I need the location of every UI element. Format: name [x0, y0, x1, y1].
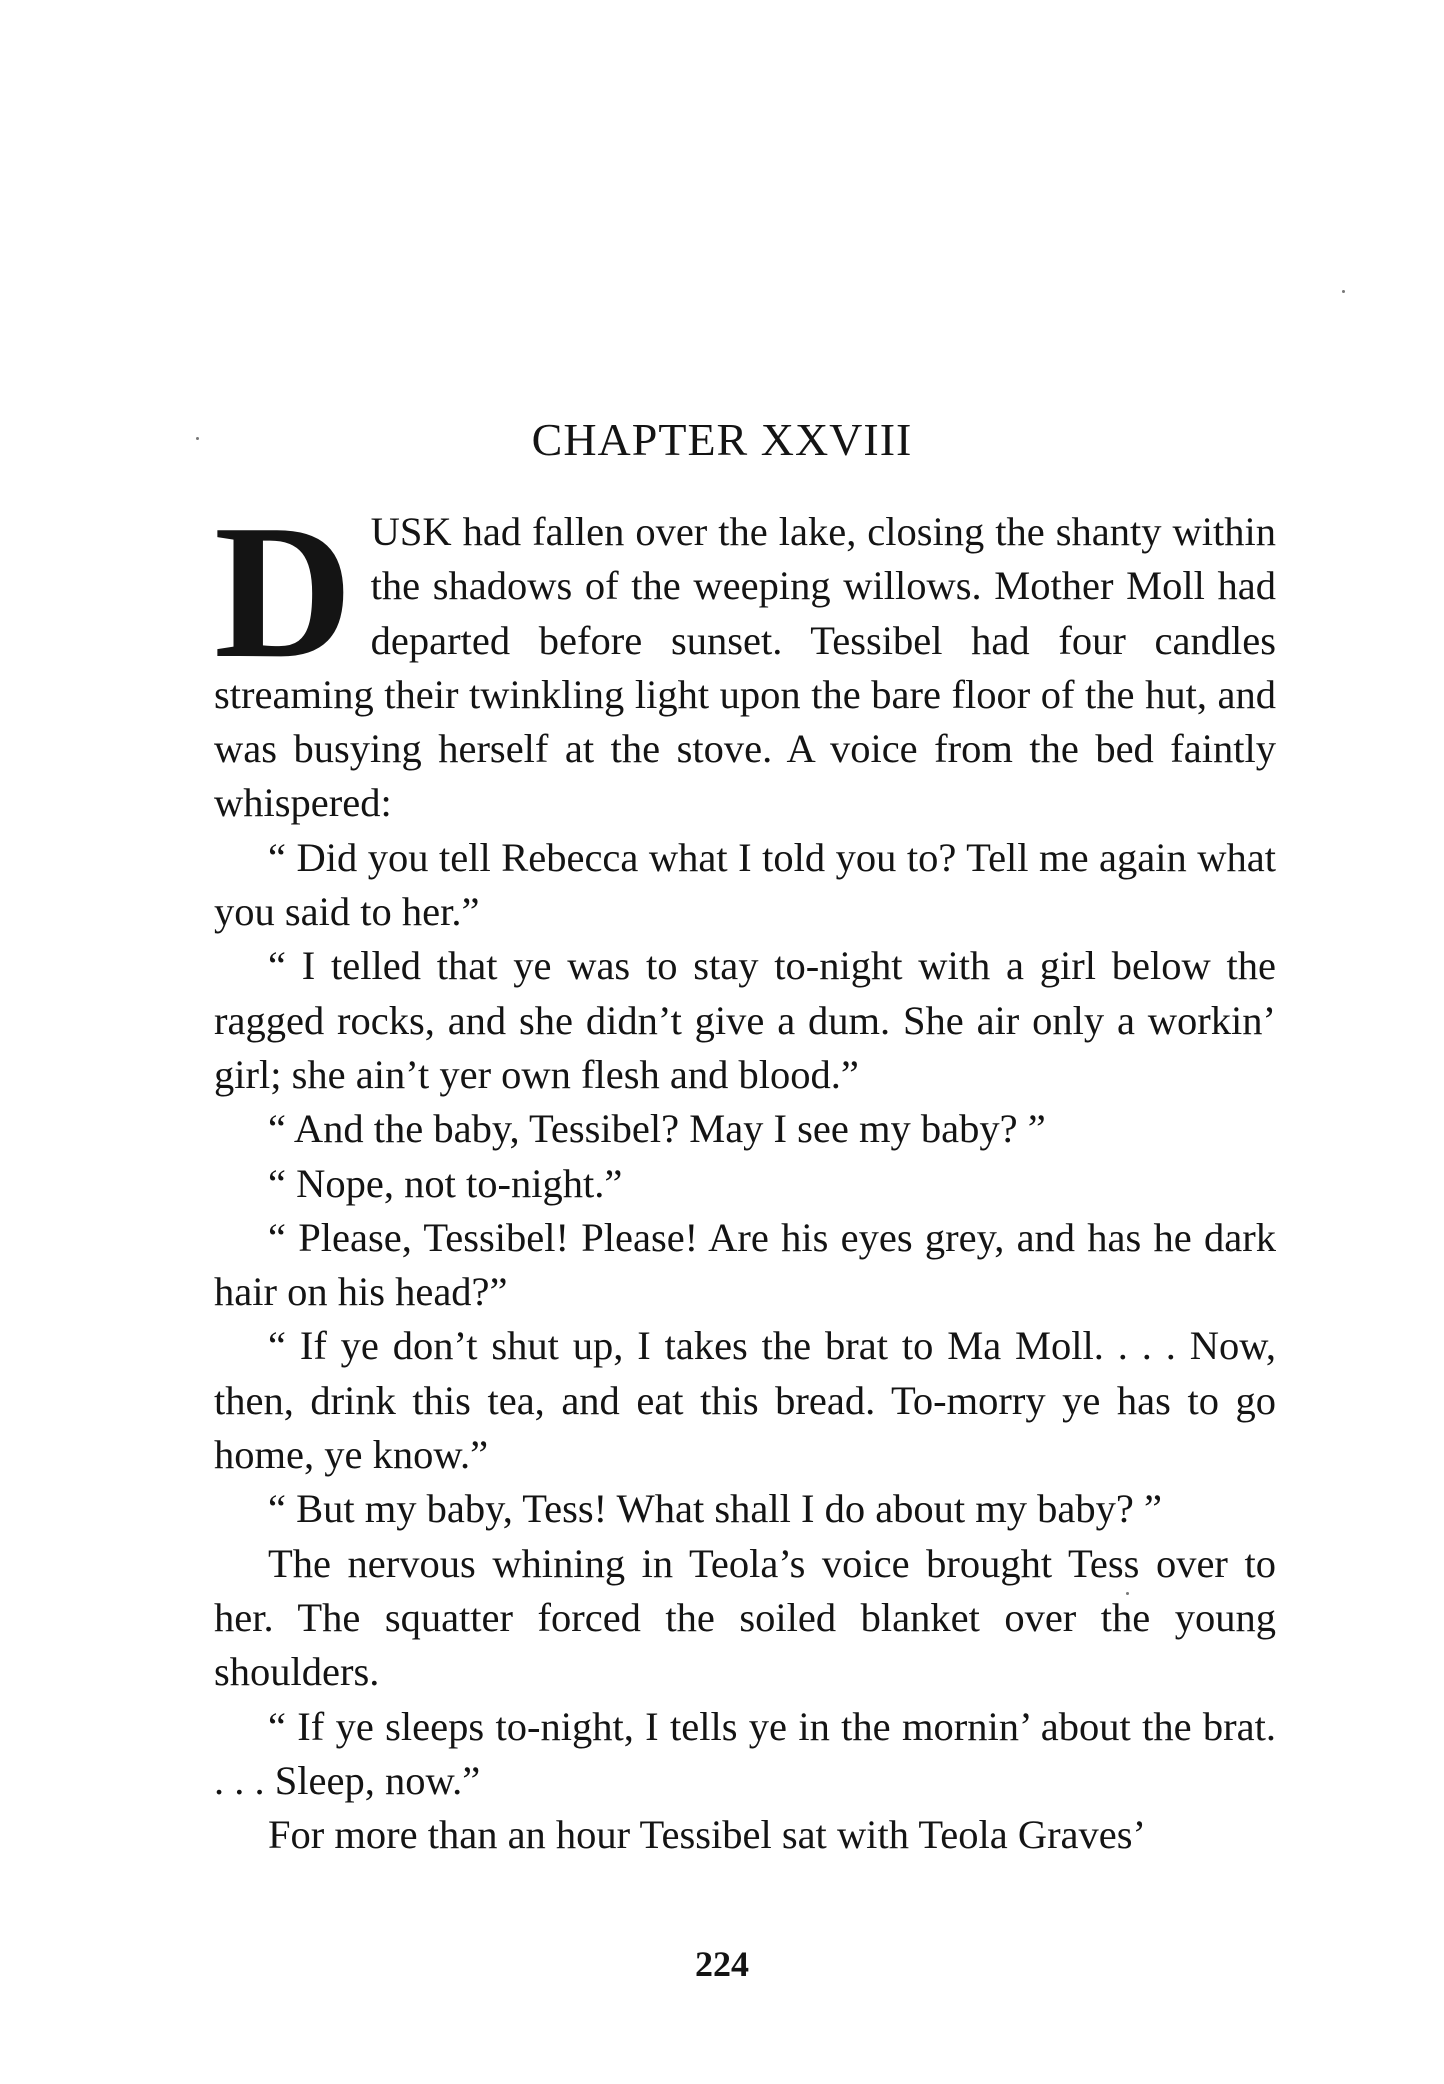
paragraph-10: “ If ye sleeps to-night, I tells ye in the mornin’ about the brat. . . . Sleep, now.”	[214, 1703, 1276, 1803]
paragraph-text: USK had fallen over the lake, closing the shanty within the shadows of the weeping willows. Mother Moll had departed before sunset. Tessibel had four candles streaming their twinkling light upon the bare floor of the hut, and was busying herself at the stove. A voice from the bed faintly whispered:	[214, 509, 1276, 826]
paragraph-3: “ I telled that ye was to stay to-night with a girl below the ragged rocks, and she didn’t give a dum. She air only a workin’ girl; she ain’t yer own flesh and blood.”	[214, 943, 1276, 1097]
chapter-title: CHAPTER XXVIII	[531, 414, 913, 465]
paragraph-5: “ Nope, not to-night.”	[268, 1160, 623, 1206]
paragraph-2: “ Did you tell Rebecca what I told you to? Tell me again what you said to her.”	[214, 834, 1276, 935]
chapter-body	[214, 485, 1276, 1862]
paragraph-9: The nervous whining in Teola’s voice brought Tess over to her. The squatter forced the soiled blanket over the young shoulders.	[214, 1540, 1276, 1695]
paragraph-8: “ But my baby, Tess! What shall I do about my baby? ”	[268, 1486, 1162, 1532]
paragraph-6: “ Please, Tessibel! Please! Are his eyes grey, and has he dark hair on his head?”	[214, 1214, 1276, 1315]
paragraph-7: “ If ye don’t shut up, I takes the brat to Ma Moll. . . . Now, then, drink this tea, and eat this bread. To-morry ye has to go home, ye know.”	[214, 1323, 1276, 1478]
page-number: 224	[695, 1944, 749, 1984]
paragraph-11: For more than an hour Tessibel sat with Teola Graves’	[268, 1812, 1147, 1858]
paragraph-4: “ And the baby, Tessibel? May I see my baby? ”	[268, 1106, 1046, 1152]
paragraph-1	[214, 485, 1276, 831]
print-speck	[1342, 290, 1345, 293]
drop-cap: D	[214, 485, 353, 698]
